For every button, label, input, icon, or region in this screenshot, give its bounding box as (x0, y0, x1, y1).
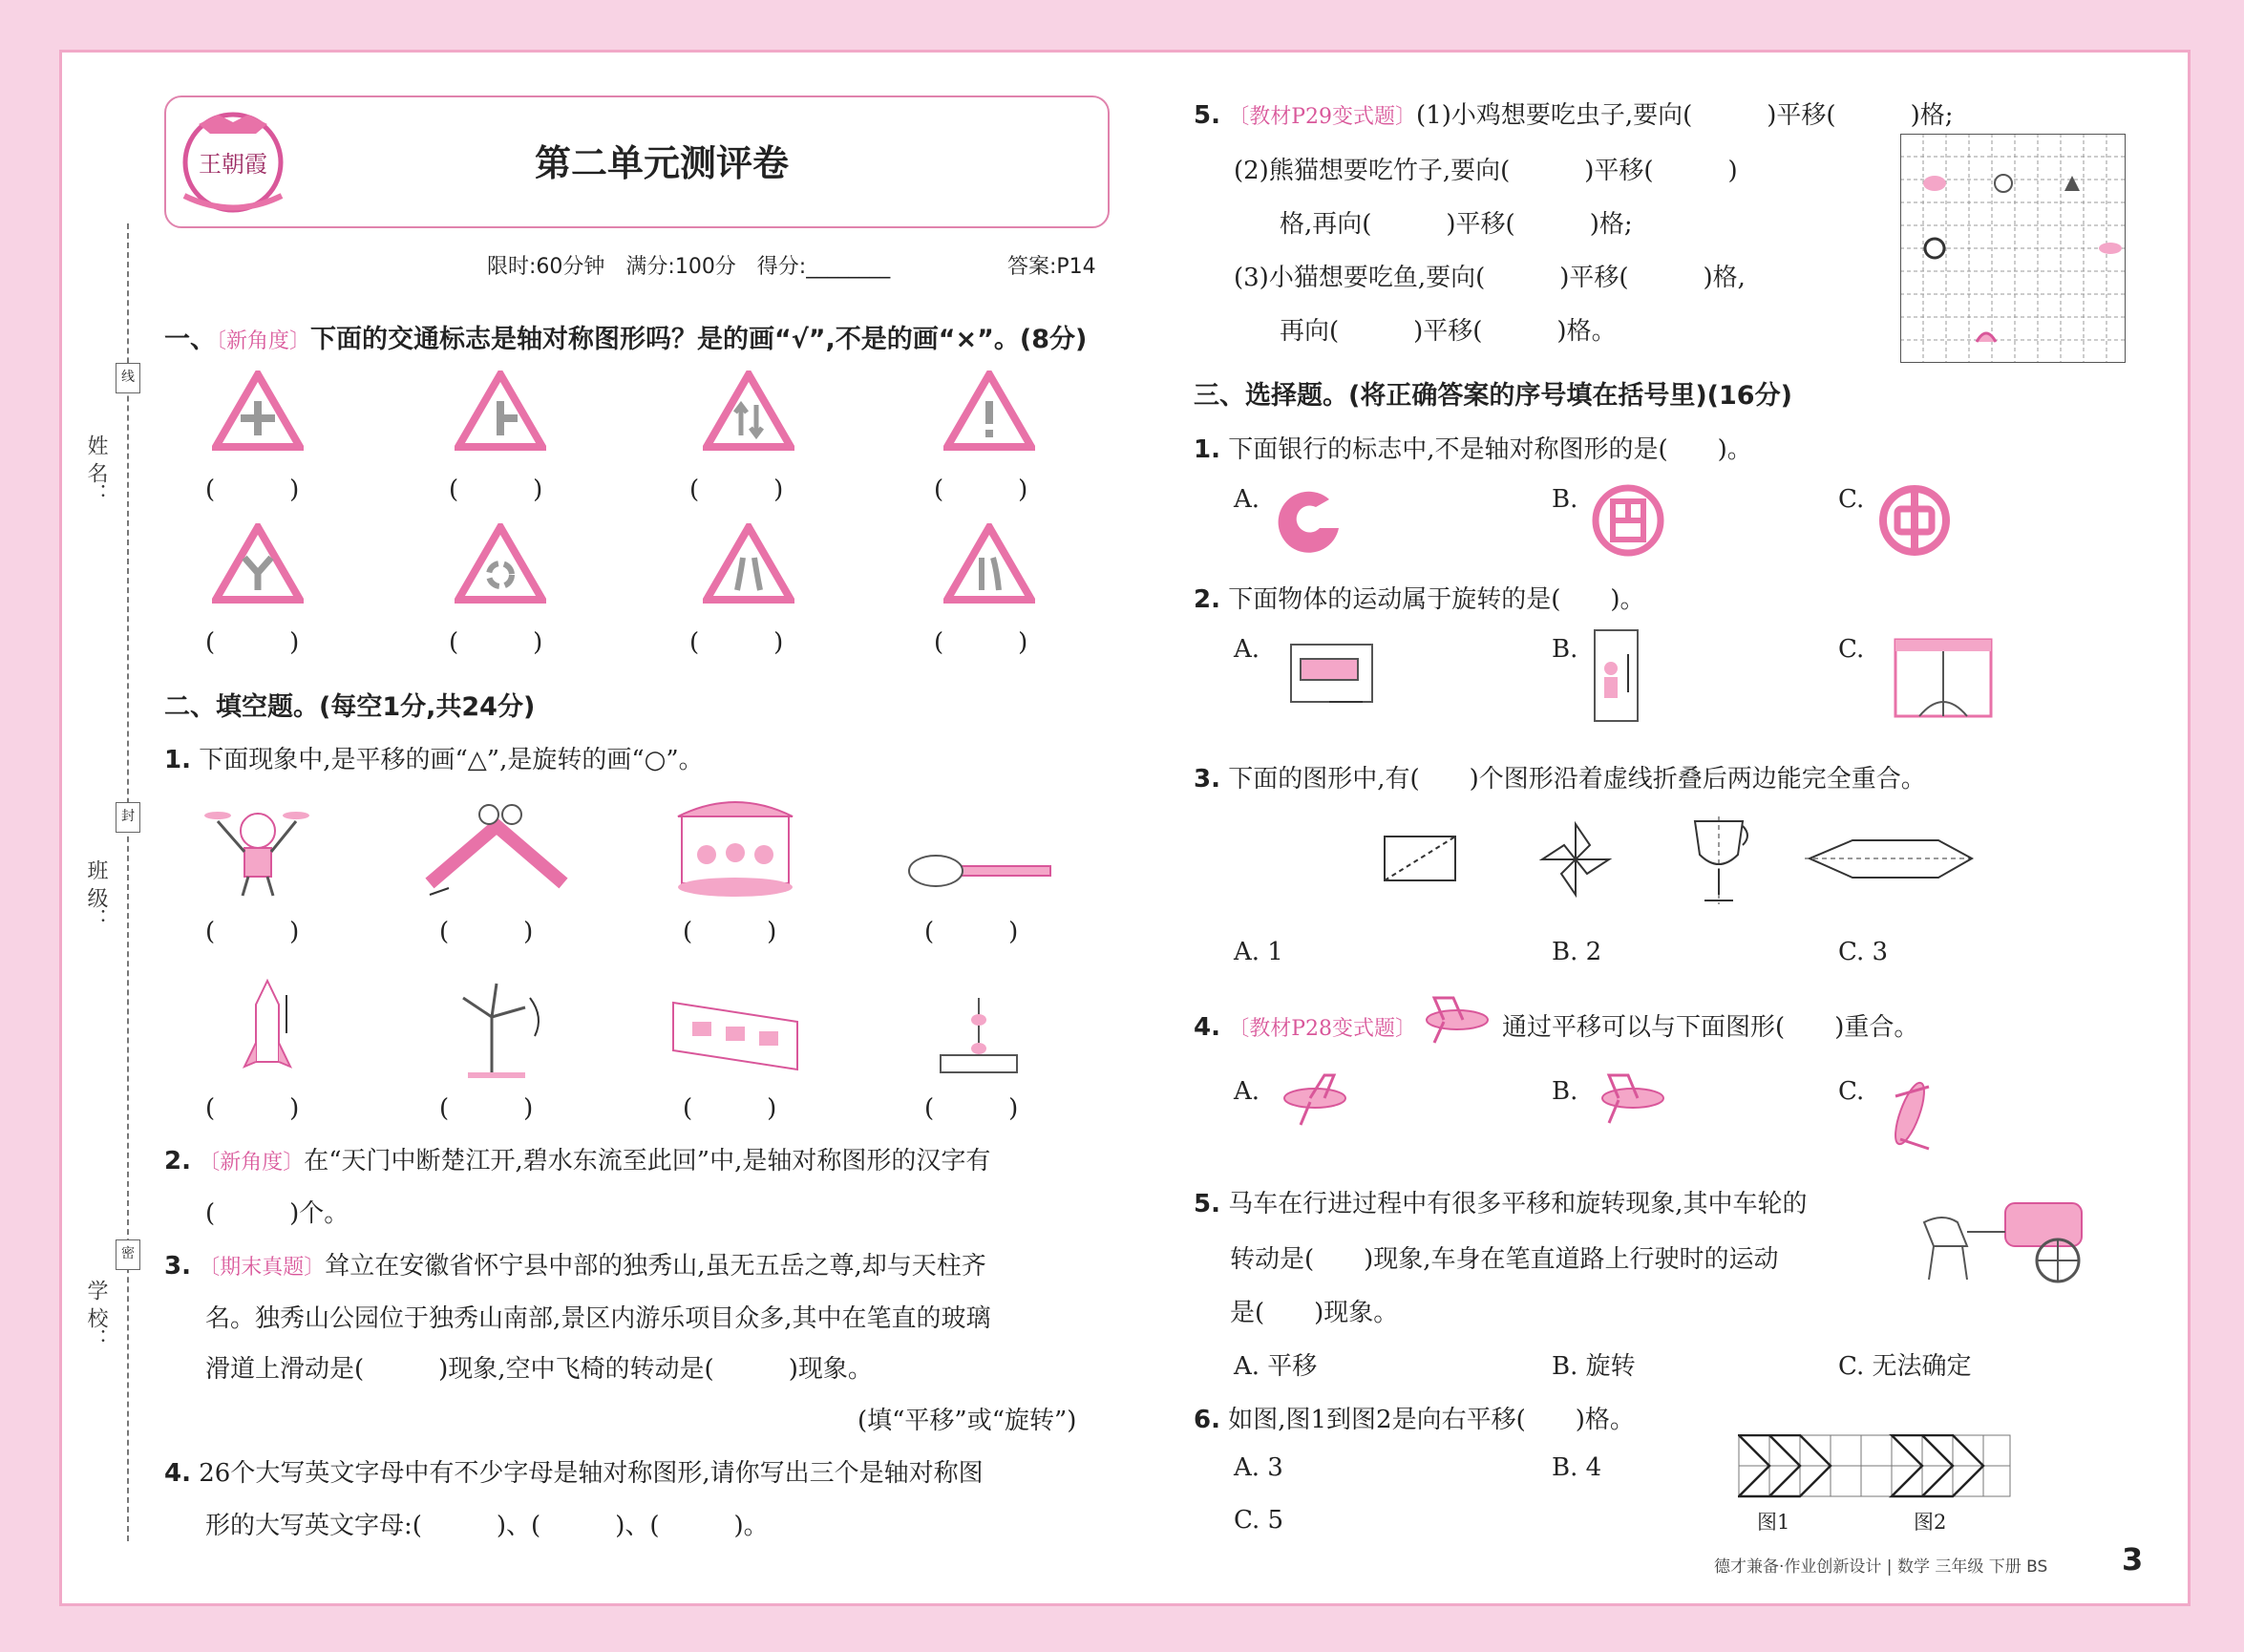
s2-q5-cat-2[interactable]: 再向( )平移( )格。 (1280, 317, 1617, 346)
answer-blank[interactable]: ( ) (205, 1094, 300, 1123)
girl-spinning-plates-image (201, 793, 315, 898)
test-meta: 限时:60分钟 满分:100分 得分:________ (487, 255, 891, 279)
answer-blank[interactable]: ( ) (449, 476, 543, 504)
binding-mark-seal: 封 (116, 802, 140, 833)
s3-q5-optA[interactable]: A. 平移 (1234, 1352, 1318, 1381)
answer-blank[interactable]: ( ) (924, 918, 1019, 946)
class-label: 班 级： (84, 859, 108, 929)
answer-blank[interactable]: ( ) (934, 628, 1028, 657)
s3-q1: 1. 下面银行的标志中,不是轴对称图形的是( )。 (1194, 435, 1752, 464)
s3-q4: 4. 〔教材P28变式题〕 通过平移可以与下面图形( )重合。 (1194, 1013, 1919, 1042)
traffic-sign-warning (943, 371, 1035, 451)
s3-q5: 5. 马车在行进过程中有很多平移和旋转现象,其中车轮的 (1194, 1190, 1808, 1218)
shape-trophy (1685, 816, 1752, 907)
airplane-option-c (1876, 1068, 1943, 1158)
s3-q6: 6. 如图,图1到图2是向右平移( )格。 (1194, 1406, 1635, 1434)
answer-blank[interactable]: ( ) (924, 1094, 1019, 1123)
drawer-image (1272, 625, 1382, 721)
footer-text: 德才兼备·作业创新设计 | 数学 三年级 下册 BS (1714, 1557, 2048, 1577)
train-image (664, 984, 807, 1079)
s3-q1-optB[interactable]: B. (1552, 485, 1578, 514)
answer-blank[interactable]: ( ) (439, 918, 534, 946)
s3-q5-line2[interactable]: 转动是( )现象,车身在笔直道路上行驶时的运动 (1230, 1245, 1779, 1274)
s3-q6-optA[interactable]: A. 3 (1234, 1453, 1283, 1482)
answer-blank[interactable]: ( ) (683, 918, 777, 946)
traffic-sign-two-way (703, 371, 794, 451)
s3-q3-optB[interactable]: B. 2 (1552, 938, 1602, 966)
answer-blank[interactable]: ( ) (683, 1094, 777, 1123)
carousel-image (668, 788, 802, 902)
s3-q3: 3. 下面的图形中,有( )个图形沿着虚线折叠后两边能完全重合。 (1194, 765, 1926, 794)
s3-q2-optC[interactable]: C. (1838, 635, 1865, 664)
s2-q5-cat[interactable]: (3)小猫想要吃鱼,要向( )平移( )格, (1234, 264, 1746, 292)
s2-q4-line2[interactable]: 形的大写英文字母:( )、( )、( )。 (205, 1512, 769, 1540)
answer-blank[interactable]: ( ) (205, 918, 300, 946)
figure1-label: 图1 (1757, 1511, 1790, 1534)
rocket-image (239, 976, 296, 1081)
section1-title: 一、〔新角度〕下面的交通标志是轴对称图形吗？是的画“√”,不是的画“×”。(8分) (164, 325, 1088, 354)
answer-blank[interactable]: ( ) (689, 476, 784, 504)
s3-q6-optB[interactable]: B. 4 (1552, 1453, 1602, 1482)
traffic-sign-crossroad (212, 371, 304, 451)
answer-blank[interactable]: ( ) (205, 476, 300, 504)
animal-grid-diagram (1900, 134, 2126, 363)
answer-ref: 答案:P14 (1007, 255, 1096, 279)
s2-q3-line3[interactable]: 滑道上滑动是( )现象,空中飞椅的转动是( )现象。 (205, 1355, 873, 1384)
s3-q2-optB[interactable]: B. (1552, 635, 1578, 664)
revolving-door-image (1891, 635, 1996, 721)
airplane-image (1415, 993, 1499, 1046)
page-title: 第二单元测评卷 (535, 142, 790, 184)
answer-blank[interactable]: ( ) (449, 628, 543, 657)
traffic-sign-side-road (455, 371, 546, 451)
answer-blank[interactable]: ( ) (439, 1094, 534, 1123)
s2-q5-panda[interactable]: (2)熊猫想要吃竹子,要向( )平移( ) (1234, 157, 1738, 185)
s3-q1-optA[interactable]: A. (1234, 485, 1260, 514)
s2-q5: 5. 〔教材P29变式题〕(1)小鸡想要吃虫子,要向( )平移( )格; (1194, 101, 1954, 130)
shape-hexagon (1805, 833, 1977, 885)
traffic-sign-right-narrow (943, 523, 1035, 604)
traffic-sign-roundabout (455, 523, 546, 604)
s2-q5-panda-2[interactable]: 格,再向( )平移( )格; (1280, 210, 1633, 239)
answer-blank[interactable]: ( ) (205, 628, 300, 657)
airplane-option-b (1590, 1068, 1676, 1130)
s3-q4-optC[interactable]: C. (1838, 1077, 1865, 1106)
s3-q5-optB[interactable]: B. 旋转 (1552, 1352, 1636, 1381)
traffic-sign-y-junction (212, 523, 304, 604)
s3-q4-optB[interactable]: B. (1552, 1077, 1578, 1106)
svg-text:王朝霞: 王朝霞 (199, 151, 267, 178)
s3-q2-optA[interactable]: A. (1234, 635, 1260, 664)
section2-title: 二、填空题。(每空1分,共24分) (164, 692, 536, 722)
s3-q4-optA[interactable]: A. (1234, 1077, 1260, 1106)
children-slide-image (420, 788, 573, 898)
s2-q4: 4. 26个大写英文字母中有不少字母是轴对称图形,请你写出三个是轴对称图 (164, 1459, 984, 1488)
bank-logo-ccb (1272, 482, 1348, 559)
s3-q5-line3[interactable]: 是( )现象。 (1230, 1299, 1399, 1327)
s3-q6-optC[interactable]: C. 5 (1234, 1506, 1284, 1535)
elevator-image (1590, 625, 1642, 726)
answer-blank[interactable]: ( ) (934, 476, 1028, 504)
binding-mark-line: 线 (116, 363, 140, 393)
sliding-tray-image (898, 845, 1055, 898)
brand-logo (180, 105, 286, 215)
translation-grid-diagram (1738, 1434, 2011, 1499)
s2-q3-hint: (填“平移”或“旋转”) (857, 1407, 1077, 1435)
s2-q1: 1. 下面现象中,是平移的画“△”,是旋转的画“○”。 (164, 746, 704, 774)
s2-q2-blank[interactable]: ( )个。 (205, 1199, 349, 1228)
binding-mark-secret: 密 (116, 1239, 140, 1270)
page-number: 3 (2122, 1541, 2144, 1578)
traffic-sign-narrow-road (703, 523, 794, 604)
answer-blank[interactable]: ( ) (689, 628, 784, 657)
bank-logo-icbc (1590, 482, 1666, 559)
s2-q3-line2: 名。独秀山公园位于独秀山南部,景区内游乐项目众多,其中在笔直的玻璃 (205, 1304, 991, 1333)
s3-q2: 2. 下面物体的运动属于旋转的是( )。 (1194, 585, 1645, 614)
s2-q3: 3. 〔期末真题〕耸立在安徽省怀宁县中部的独秀山,虽无五岳之尊,却与天柱齐 (164, 1252, 986, 1281)
airplane-option-a (1272, 1068, 1358, 1130)
figure2-label: 图2 (1914, 1511, 1947, 1534)
s2-q2: 2. 〔新角度〕在“天门中断楚江开,碧水东流至此回”中,是轴对称图形的汉字有 (164, 1147, 991, 1175)
binding-line (127, 223, 129, 1541)
bank-logo-boc (1876, 482, 1953, 559)
s3-q3-optC[interactable]: C. 3 (1838, 938, 1889, 966)
s3-q1-optC[interactable]: C. (1838, 485, 1865, 514)
elevator-bead-image (936, 993, 1022, 1074)
s3-q5-optC[interactable]: C. 无法确定 (1838, 1352, 1972, 1381)
windmill-image (449, 979, 554, 1079)
shape-pinwheel (1537, 816, 1614, 902)
s3-q3-optA[interactable]: A. 1 (1234, 938, 1283, 966)
section3-title: 三、选择题。(将正确答案的序号填在括号里)(16分) (1194, 381, 1792, 411)
shape-rectangle-diagonal (1383, 829, 1457, 886)
name-label: 姓 名： (84, 434, 108, 504)
school-label: 学 校： (84, 1280, 108, 1349)
horse-carriage-image (1915, 1194, 2101, 1289)
